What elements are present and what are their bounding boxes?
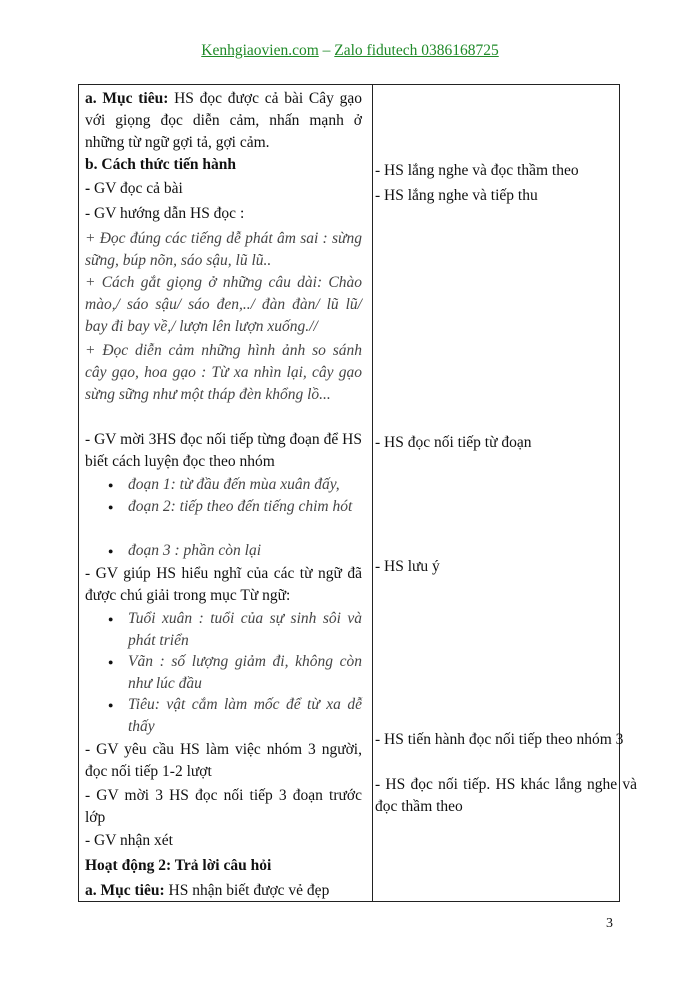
page-header [0,42,700,60]
student-note: - HS lưu ý [375,558,440,575]
paragraph-3-item: đoạn 3 : phần còn lại [128,542,262,559]
teacher-invites-line: - GV mời 3HS đọc nối tiếp từng đoạn để HS biết cách luyện đọc theo nhóm [85,431,362,470]
vocab-item-van: Vãn : số lượng giảm đi, không còn như lúc đầu [128,653,362,692]
activity-2-heading: Hoạt động 2: Trả lời câu hỏi [85,857,272,874]
paragraph-1-item: đoạn 1: từ đầu đến mùa xuân đấy, [128,476,340,493]
header-dash: – [318,42,335,59]
teacher-reads-line [85,178,362,200]
teacher-reads-dash: - [85,180,95,197]
page-number: 3 [606,916,613,931]
vocab-help-line: - GV giúp HS hiểu nghĩ của các từ ngữ đã được chú giải trong mục Từ ngữ: [85,565,362,604]
objective-label: a. Mục tiêu: [85,90,169,107]
column-divider [372,85,373,901]
objective-paragraph [85,88,362,154]
student-listen-read: - HS lắng nghe và đọc thầm theo [375,162,579,179]
contact-link[interactable]: Zalo fidutech 0386168725 [334,42,499,59]
pause-note: + Cách gắt giọng ở những câu dài: Chào mào,/ sáo sậu/ sáo đen,../ đàn đàn/ lũ lũ/ bay đi bay về,/ lượn lên lượn xuống.// [85,274,362,335]
objective-2-paragraph [85,880,362,902]
teacher-guides-line: - GV hướng dẫn HS đọc : [85,205,245,222]
objective-2-text: HS nhận biết được vẻ đẹp [164,882,330,899]
vocab-item-tuoi-xuan: Tuổi xuân : tuổi của sự sinh sôi và phát triển [128,610,362,649]
objective-2-label: a. Mục tiêu: [85,882,165,899]
objective-text: HS đọc được cả bài Cây gạo với giọng đọc diễn cảm, nhấn mạnh ở những từ ngữ gợi tả, gợi cảm. [85,90,363,151]
teacher-comment-line: - GV nhận xét [85,832,173,849]
site-link[interactable]: Kenhgiaovien.com [201,42,319,59]
student-group-reading: - HS tiến hành đọc nối tiếp theo nhóm 3 [375,731,624,748]
bullet-icon: ● [108,614,114,624]
bullet-icon: ● [108,546,114,556]
class-reading-line: - GV mời 3 HS đọc nối tiếp 3 đoạn trước lớp [85,787,362,826]
student-read-listen: - HS đọc nối tiếp. HS khác lắng nghe và đọc thầm theo [375,776,637,815]
vocab-item-tieu: Tiêu: vật cắm làm mốc để từ xa dễ thấy [128,696,362,735]
teacher-reads-text: GV đọc cả bài [94,180,183,197]
bullet-icon: ● [108,657,114,667]
bullet-icon: ● [108,480,114,490]
paragraph-2-item: đoạn 2: tiếp theo đến tiếng chim hót [128,498,353,515]
pronunciation-note: + Đọc đúng các tiếng dễ phát âm sai : sừng sững, búp nõn, sáo sậu, lũ lũ.. [85,230,362,269]
bullet-icon: ● [108,700,114,710]
bullet-icon: ● [108,502,114,512]
expressive-note: + Đọc diễn cảm những hình ảnh so sánh cây gạo, hoa gạo : Từ xa nhìn lại, cây gạo sừng sững như một tháp đèn khổng lồ... [85,342,362,403]
student-read-paragraphs: - HS đọc nối tiếp từ đoạn [375,434,532,451]
group-work-line: - GV yêu cầu HS làm việc nhóm 3 người, đọc nối tiếp 1-2 lượt [85,741,362,780]
method-heading: b. Cách thức tiến hành [85,156,236,173]
student-listen-absorb: - HS lắng nghe và tiếp thu [375,187,538,204]
